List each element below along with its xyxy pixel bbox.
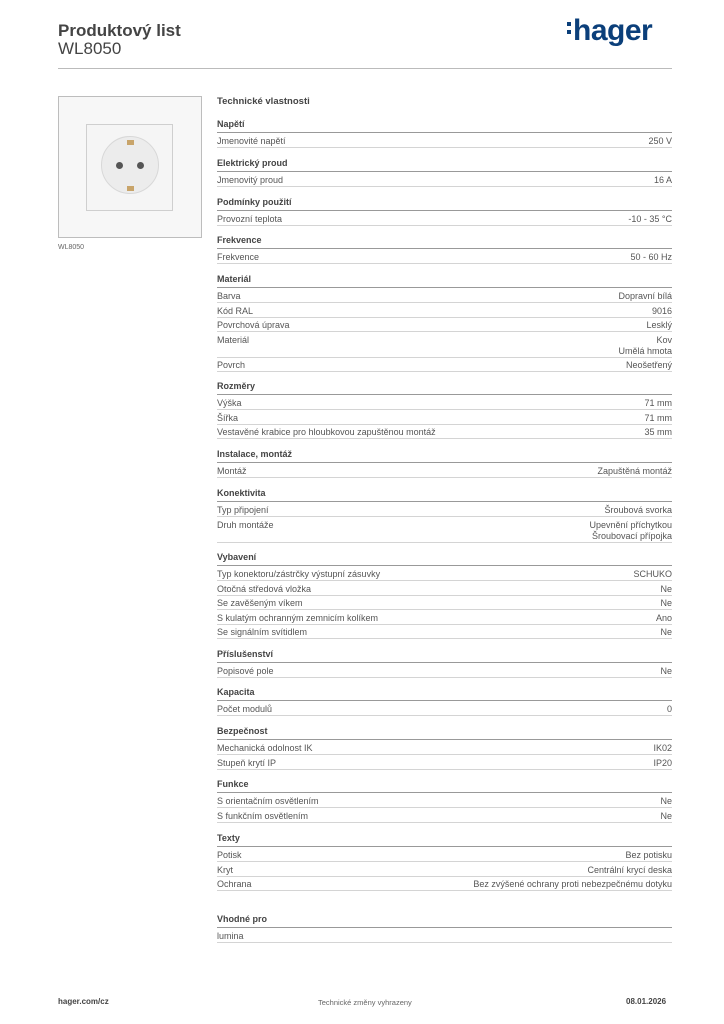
spec-label: Jmenovité napětí — [217, 136, 286, 146]
section-title: Bezpečnost — [217, 726, 268, 736]
socket-plate-illustration — [86, 124, 173, 211]
spec-label: Počet modulů — [217, 704, 273, 714]
spec-value: Ne — [660, 810, 672, 821]
spec-value: -10 - 35 °C — [628, 214, 672, 224]
spec-value: Kov Umělá hmota — [618, 334, 672, 356]
spec-label: S kulatým ochranným zemnicím kolíkem — [217, 612, 379, 623]
section-divider — [217, 739, 672, 740]
spec-label: Otočná středová vložka — [217, 583, 312, 594]
row-divider — [217, 890, 672, 891]
section-title: Příslušenství — [217, 649, 274, 659]
section-title: Podmínky použití — [217, 197, 292, 207]
spec-label: S funkčním osvětlením — [217, 810, 309, 821]
section-divider — [217, 462, 672, 463]
spec-label: Ochrana — [217, 879, 252, 890]
earth-clip-bottom — [127, 186, 134, 191]
section-divider — [217, 171, 672, 172]
spec-label: Stupeň krytí IP — [217, 757, 277, 768]
row-divider — [217, 754, 672, 755]
row-divider — [217, 822, 672, 823]
row-divider — [217, 807, 672, 808]
spec-value: Ne — [660, 598, 672, 609]
section-title: Konektivita — [217, 488, 266, 498]
row-divider — [217, 624, 672, 625]
page-title: Produktový list — [58, 21, 181, 40]
image-caption: WL8050 — [58, 244, 85, 251]
spec-value: 71 mm — [644, 412, 672, 423]
row-divider — [217, 861, 672, 862]
row-divider — [217, 638, 672, 639]
spec-label: Se signálním svítidlem — [217, 627, 308, 638]
spec-label: Druh montáže — [217, 519, 274, 530]
socket-icon — [101, 136, 159, 194]
spec-value: Neošetřený — [625, 360, 672, 371]
spec-label: Montáž — [217, 466, 247, 476]
section-title: Frekvence — [217, 235, 262, 245]
spec-value: Lesklý — [646, 320, 672, 331]
spec-value: Ne — [660, 627, 672, 638]
row-divider — [217, 302, 672, 303]
spec-value: 35 mm — [644, 427, 672, 438]
spec-label: Kód RAL — [217, 305, 254, 316]
spec-value: 71 mm — [644, 398, 672, 408]
row-divider — [217, 147, 672, 148]
spec-value: Upevnění příchytkou Šroubovací přípojka — [589, 519, 672, 541]
row-divider — [217, 371, 672, 372]
spec-label: Materiál — [217, 334, 250, 345]
footer-date: 08.01.2026 — [626, 997, 667, 1006]
section-divider — [217, 287, 672, 288]
row-divider — [217, 477, 672, 478]
footer-note: Technické změny vyhrazeny — [318, 998, 412, 1007]
spec-value: Ne — [660, 666, 672, 676]
spec-value: Zapuštěná montáž — [597, 466, 672, 476]
spec-label: Typ konektoru/zástrčky výstupní zásuvky — [217, 569, 381, 579]
spec-label: Jmenovitý proud — [217, 175, 284, 185]
row-divider — [217, 317, 672, 318]
spec-label: Povrch — [217, 360, 246, 371]
row-divider — [217, 516, 672, 517]
section-title: Rozměry — [217, 381, 256, 391]
spec-value: Centrální krycí deska — [587, 864, 672, 875]
spec-value: SCHUKO — [633, 569, 672, 579]
product-code: WL8050 — [58, 39, 122, 58]
row-divider — [217, 609, 672, 610]
spec-label: Frekvence — [217, 252, 260, 262]
section-title: Instalace, montáž — [217, 449, 293, 459]
section-divider — [217, 501, 672, 502]
spec-value: Ano — [655, 612, 672, 623]
spec-label: Popisové pole — [217, 666, 274, 676]
spec-value: IK02 — [653, 743, 672, 753]
section-title: Kapacita — [217, 687, 255, 697]
spec-label: Typ připojení — [217, 505, 269, 515]
section-divider — [217, 846, 672, 847]
spec-label: Potisk — [217, 850, 242, 860]
spec-value: Dopravní bílá — [618, 291, 672, 301]
row-divider — [217, 769, 672, 770]
spec-value: 9016 — [651, 305, 672, 316]
section-divider — [217, 394, 672, 395]
spec-label: Šířka — [217, 412, 239, 423]
spec-value: 0 — [666, 704, 672, 714]
spec-label: Mechanická odolnost IK — [217, 743, 313, 753]
section-divider — [217, 927, 672, 928]
socket-hole-left — [116, 162, 123, 169]
row-divider — [217, 186, 672, 187]
spec-title: Technické vlastnosti — [217, 96, 310, 107]
header-divider — [58, 68, 672, 69]
spec-label: Vestavěné krabice pro hloubkovou zapuštěnou montáž — [217, 427, 436, 438]
row-divider — [217, 542, 672, 543]
product-image — [58, 96, 202, 238]
spec-value: Bez zvýšené ochrany proti nebezpečnému dotyku — [473, 879, 672, 890]
section-title: Vhodné pro — [217, 914, 267, 924]
spec-value: Bez potisku — [625, 850, 672, 860]
logo-dots-icon — [567, 30, 571, 34]
row-divider — [217, 595, 672, 596]
spec-label: Se zavěšeným víkem — [217, 598, 303, 609]
spec-value: IP20 — [653, 757, 672, 768]
spec-label: lumina — [217, 931, 244, 941]
row-divider — [217, 331, 672, 332]
spec-value: 16 A — [653, 175, 672, 185]
spec-value: 250 V — [648, 136, 672, 146]
earth-clip-top — [127, 140, 134, 145]
section-title: Vybavení — [217, 552, 257, 562]
row-divider — [217, 263, 672, 264]
section-divider — [217, 565, 672, 566]
row-divider — [217, 357, 672, 358]
row-divider — [217, 942, 672, 943]
section-divider — [217, 132, 672, 133]
row-divider — [217, 438, 672, 439]
row-divider — [217, 424, 672, 425]
section-divider — [217, 210, 672, 211]
section-title: Funkce — [217, 779, 249, 789]
footer-website: hager.com/cz — [58, 997, 109, 1006]
hager-logo — [567, 14, 652, 48]
section-divider — [217, 248, 672, 249]
spec-label: Provozní teplota — [217, 214, 283, 224]
logo-text: hager — [573, 14, 653, 47]
section-title: Materiál — [217, 274, 252, 284]
spec-value: Ne — [660, 796, 672, 806]
spec-label: Výška — [217, 398, 242, 408]
section-title: Napětí — [217, 119, 245, 129]
spec-value: 50 - 60 Hz — [630, 252, 672, 262]
spec-label: S orientačním osvětlením — [217, 796, 319, 806]
section-title: Elektrický proud — [217, 158, 288, 168]
row-divider — [217, 677, 672, 678]
spec-label: Povrchová úprava — [217, 320, 290, 331]
row-divider — [217, 580, 672, 581]
section-divider — [217, 662, 672, 663]
row-divider — [217, 225, 672, 226]
row-divider — [217, 876, 672, 877]
row-divider — [217, 715, 672, 716]
spec-label: Kryt — [217, 864, 234, 875]
row-divider — [217, 409, 672, 410]
section-title: Texty — [217, 833, 240, 843]
spec-label: Barva — [217, 291, 241, 301]
section-divider — [217, 792, 672, 793]
spec-value: Šroubová svorka — [604, 505, 672, 515]
socket-hole-right — [137, 162, 144, 169]
spec-value: Ne — [660, 583, 672, 594]
section-divider — [217, 700, 672, 701]
